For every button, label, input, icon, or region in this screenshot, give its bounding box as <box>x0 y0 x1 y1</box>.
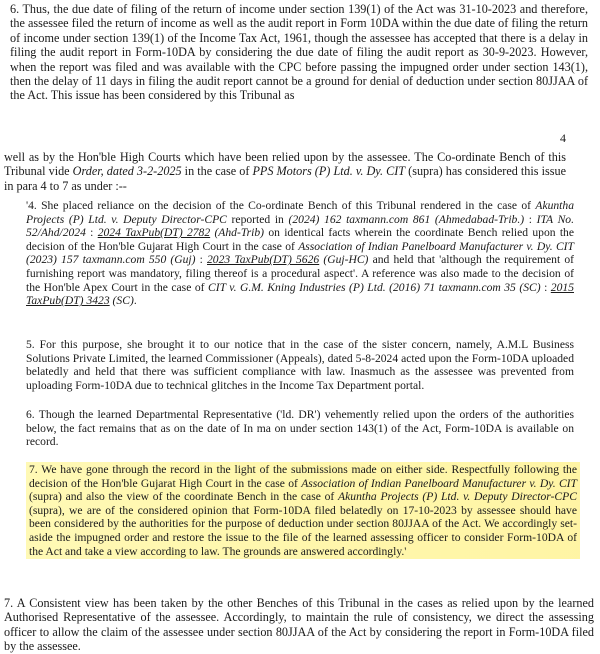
quote-text: . <box>133 294 137 308</box>
citation: (Ahd-Trib) <box>214 226 265 240</box>
case-name: Akuntha Projects (P) Ltd. v. Deputy Director-CPC <box>26 199 574 226</box>
paragraph-text: (supra) has considered this issue in para 4 to 7 as under :-- <box>4 164 566 193</box>
paragraph-text: 7. A Consistent view has been taken by the other Benches of this Tribunal in the cases as relied upon by the learned Authorised Representative of the assessee. Accordingly, to maintain the rule of consistency, we direct the assessing officer to allow the claim of the assessee under section 80JJAA of the Act by considering the report in Form-10DA filed by the assessee. <box>4 596 594 654</box>
taxpub-citation-link[interactable]: 2023 TaxPub(DT) 5626 <box>207 253 320 267</box>
case-name: PPS Motors (P) Ltd. v. Dy. CIT <box>252 164 406 179</box>
quote-text: (supra), we are of the considered opinion that Form-10DA filed belatedly on 17-10-2023 by assessee should have been considered by the authorities for the purpose of deduction under section 80JJAA of the Act. We accordingly set-aside the impugned order and restore the issue to the file of the learned assessing officer to consider Form-10DA of the Act and take a view according to law. The grounds are answered accordingly.' <box>29 503 577 558</box>
page-number: 4 <box>560 131 566 145</box>
quote-text: 5. For this purpose, she brought it to our notice that in the case of the sister concern, namely, A.M.L Business Solutions Private Limited, the learned Commissioner (Appeals), dated 5-8-2024 acted upon the Form-10DA uploaded belatedly and held that there was sufficient compliance with law. Inasmuch as the assessee was prevented from uploading Form-10DA due to technical glitches in the Income Tax Department portal. <box>26 338 574 392</box>
paragraph-text: in the case of <box>181 164 253 179</box>
order-date: Order, dated 3-2-2025 <box>72 164 182 179</box>
quote-text: : <box>524 212 537 226</box>
paragraph-6 <box>10 2 588 103</box>
case-name: CIT v. G.M. Kning Industries (P) Ltd. (2016) 71 taxmann.com 35 (SC) <box>207 280 541 294</box>
citation: (Guj-HC) <box>323 253 369 267</box>
case-name: Association of Indian Panelboard Manufacturer v. Dy. CIT <box>301 476 577 490</box>
paragraph-text: 6. Thus, the due date of filing of the return of income under section 139(1) of the Act was 31-10-2023 and therefore, the assessee filed the return of income as well as the audit report in Form 10DA within the due date of filing the return of income under section 139(1) of the Income Tax Act, 1961, though the assessee has accepted that there is a delay in filing the audit report in Form-10DA by considering the due date of filing the audit report as 30-9-2023. However, when the report was filed and was available with the CPC before passing the impugned order under section 143(1), then the delay of 11 days in filing the audit report cannot be a ground for denial of deduction under section 80JJAA of the Act. This issue has been considered by this Tribunal as <box>10 2 588 103</box>
quote-text: : <box>195 253 207 267</box>
quote-text: : <box>540 280 551 294</box>
quote-text: on identical facts wherein the coordinate Bench relied upon the decision of the Hon'ble Gujarat High Court in the case of <box>26 226 574 253</box>
case-name: Akuntha Projects (P) Ltd. v. Deputy Director-CPC <box>338 490 577 504</box>
quote-text: and held that 'although the requirement of furnishing report was mandatory, filing thereof is a procedural aspect'. A reference was also made to the decision of the Hon'ble Apex Court in the case of <box>26 253 574 294</box>
citation: ITA No. 52/Ahd/2024 <box>26 212 574 240</box>
citation: (SC) <box>112 294 134 308</box>
quoted-paragraph-5 <box>26 338 574 392</box>
quote-text: (supra) and also the view of the coordinate Bench in the case of <box>29 490 339 504</box>
citation: (2024) 162 taxmann.com 861 (Ahmedabad-Trib.) <box>288 212 525 226</box>
quote-text: : <box>85 226 98 240</box>
quote-text: reported in <box>226 212 289 226</box>
quoted-paragraph-4 <box>26 199 574 308</box>
paragraph-text: well as by the Hon'ble High Courts which have been relied upon by the assessee. The Co-ordinate Bench of this Tribunal vide <box>4 150 566 179</box>
taxpub-citation-link[interactable]: 2024 TaxPub(DT) 2782 <box>97 226 211 240</box>
case-name: Association of Indian Panelboard Manufacturer v. Dy. CIT (2023) 157 taxmann.com 550 (Guj) <box>26 239 574 267</box>
quote-text: 6. Though the learned Departmental Representative ('ld. DR') vehemently relied upon the orders of the authorities below, the fact remains that as on the date of In ma on under section 143(1) of the Act, Form-10DA is available on record. <box>26 408 574 449</box>
taxpub-citation-link[interactable]: 2015 TaxPub(DT) 3423 <box>26 280 574 308</box>
quote-text: 7. We have gone through the record in the light of the submissions made on either side. Respectfully following the decision of the Hon'ble Gujarat High Court in the case of <box>29 463 577 490</box>
quote-text: '4. She placed reliance on the decision of the Co-ordinate Bench of this Tribunal rendered in the case of <box>26 199 536 212</box>
quoted-paragraph-6 <box>26 408 574 449</box>
paragraph-6-continued <box>4 150 566 193</box>
quoted-paragraph-7-highlighted <box>26 462 580 559</box>
paragraph-7 <box>4 596 594 654</box>
